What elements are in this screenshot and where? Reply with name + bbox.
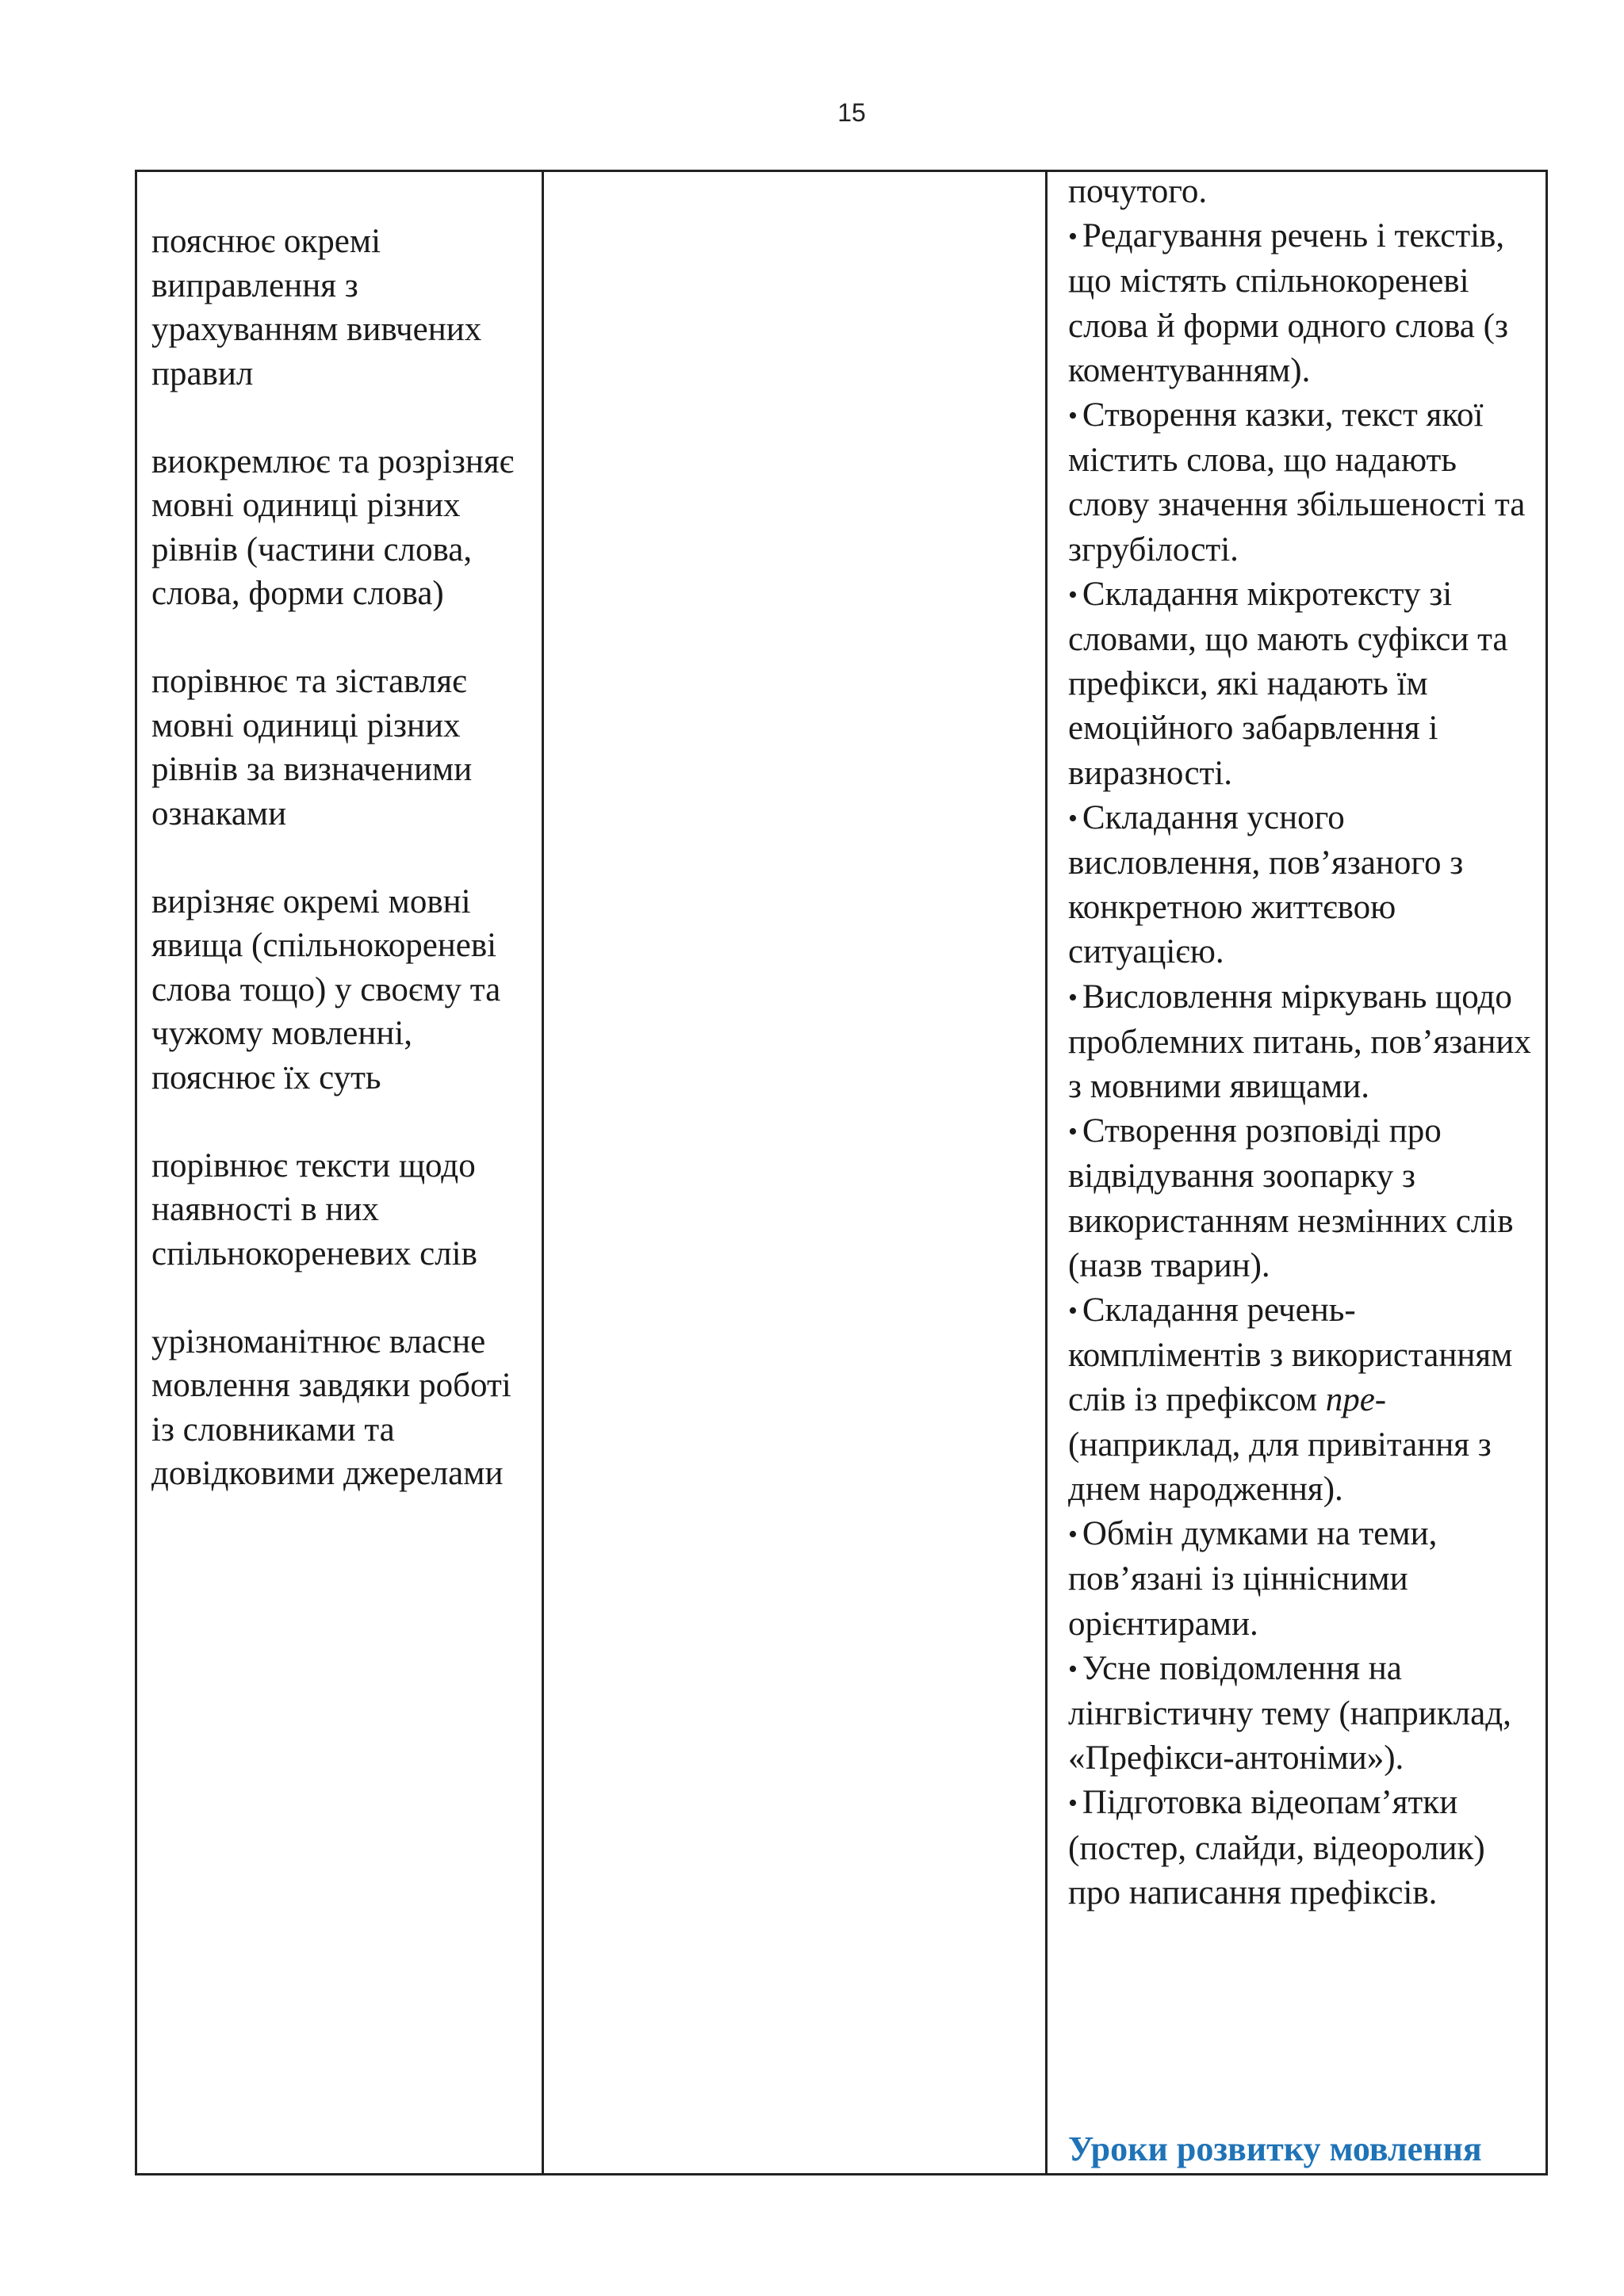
- outcome-item: порівнює тексти щодо наявності в них спільнокореневих слів: [151, 1146, 477, 1272]
- bullet-icon: •: [1068, 1296, 1078, 1326]
- outcome-item: урізноманітнює власне мовлення завдяки роботі із словниками та довідковими джерелами: [151, 1322, 511, 1492]
- page-number: 15: [837, 98, 866, 127]
- bullet-icon: •: [1068, 1654, 1078, 1684]
- bullet-icon: •: [1068, 982, 1078, 1012]
- content-column-empty: [544, 172, 1048, 2173]
- bullet-icon: •: [1068, 1789, 1078, 1819]
- outcome-item: порівнює та зіставляє мовні одиниці різних рівнів за визначеними ознаками: [151, 663, 473, 832]
- curriculum-table: [135, 170, 1548, 2175]
- bullet-icon: •: [1068, 1117, 1078, 1147]
- outcome-item: вирізняє окремі мовні явища (спільнокореневі слова тощо) у своєму та чужому мовленні, пояснює їх суть: [151, 882, 501, 1096]
- bullet-icon: •: [1068, 1520, 1078, 1550]
- outcome-item: пояснює окремі виправлення з урахуванням вивчених правил: [151, 223, 482, 392]
- activity-item: • Висловлення міркувань щодо проблемних питань, пов’язаних з мовними явищами.: [1068, 975, 1539, 1110]
- bullet-icon: •: [1068, 580, 1078, 610]
- activity-item: • Складання усного висловлення, пов’язаного з конкретною життєвою ситуацією.: [1068, 796, 1539, 975]
- activities-column: [1048, 172, 1545, 2173]
- activity-item: • Усне повідомлення на лінгвістичну тему (наприклад, «Префікси-антоніми»).: [1068, 1647, 1539, 1781]
- activity-item: • Редагування речень і текстів, що містять спільнокореневі слова й форми одного слова (з коментуванням).: [1068, 214, 1539, 393]
- activity-item: • Створення розповіді про відвідування зоопарку з використанням незмінних слів (назв тварин).: [1068, 1109, 1539, 1288]
- italic-prefix: пре-: [1325, 1381, 1387, 1419]
- activity-item: • Створення казки, текст якої містить слова, що надають слову значення збільшеності та згрубілості.: [1068, 393, 1539, 572]
- activity-list: [1068, 214, 1539, 1915]
- activity-item: • Складання речень-компліментів з використанням слів із префіксом пре- (наприклад, для привітання з днем народження).: [1068, 1288, 1539, 1512]
- bullet-icon: •: [1068, 401, 1078, 431]
- continued-text: почутого.: [1068, 173, 1208, 210]
- activity-item: • Підготовка відеопам’ятки (постер, слайди, відеоролик) про написання префіксів.: [1068, 1781, 1539, 1915]
- expected-outcomes-column: [137, 172, 544, 2173]
- outcome-item: виокремлює та розрізняє мовні одиниці різних рівнів (частини слова, слова, форми слова): [151, 442, 515, 612]
- section-heading: Уроки розвитку мовлення: [1068, 2130, 1482, 2168]
- bullet-icon: •: [1068, 803, 1078, 833]
- bullet-icon: •: [1068, 222, 1078, 252]
- activity-item: • Складання мікротексту зі словами, що мають суфікси та префікси, які надають їм емоційного забарвлення і виразності.: [1068, 572, 1539, 796]
- activity-item: • Обмін думками на теми, пов’язані із ціннісними орієнтирами.: [1068, 1512, 1539, 1647]
